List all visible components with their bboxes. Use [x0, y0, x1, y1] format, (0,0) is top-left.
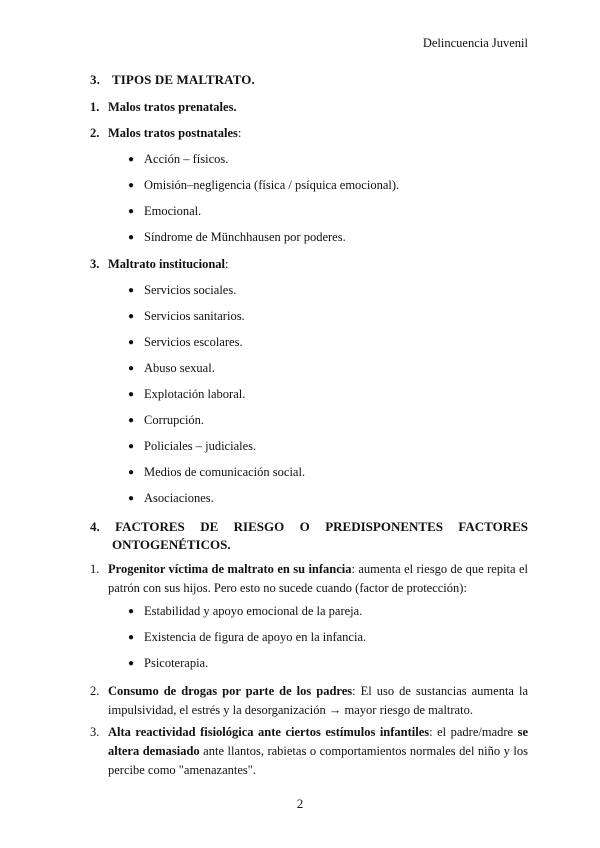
- bullet-icon: ●: [128, 363, 135, 374]
- numbered-paragraph: 3. Alta reactividad fisiológica ante ciertos estímulos infantiles: el padre/madre se altera demasiado ante llantos, rabietas o comportamientos normales del niño y los percibe como "amenazantes".: [90, 725, 528, 777]
- bullet-icon: ●: [128, 206, 135, 217]
- numbered-paragraph: 1. Progenitor víctima de maltrato en su infancia: aumenta el riesgo de que repita el patrón con sus hijos. Pero esto no sucede cuando (factor de protección):: [90, 562, 528, 595]
- bullet-item: ● Síndrome de Münchhausen por poderes.: [128, 230, 346, 244]
- bullet-item: ● Servicios sanitarios.: [128, 309, 245, 323]
- bullet-icon: ●: [128, 311, 135, 322]
- bullet-icon: ●: [128, 493, 135, 504]
- bullet-icon: ●: [128, 180, 135, 191]
- bullet-icon: ●: [128, 389, 135, 400]
- running-header: Delincuencia Juvenil: [422, 36, 528, 50]
- bullet-icon: ●: [128, 632, 135, 643]
- bullet-icon: ●: [128, 337, 135, 348]
- bullet-item: ● Existencia de figura de apoyo en la infancia.: [128, 630, 367, 644]
- bullet-item: ● Policiales – judiciales.: [128, 439, 257, 453]
- section-3-title: 3. TIPOS DE MALTRATO.: [90, 72, 255, 87]
- bullet-icon: ●: [128, 154, 135, 165]
- bullet-icon: ●: [128, 285, 135, 296]
- bullet-item: ● Asociaciones.: [128, 491, 214, 505]
- list-item: 3. Maltrato institucional:: [90, 257, 229, 271]
- bullet-icon: ●: [128, 658, 135, 669]
- bullet-item: ● Emocional.: [128, 204, 202, 218]
- bullet-item: ● Servicios escolares.: [128, 335, 243, 349]
- bullet-item: ● Abuso sexual.: [128, 361, 215, 375]
- bullet-item: ● Corrupción.: [128, 413, 205, 427]
- bullet-item: ● Servicios sociales.: [128, 283, 237, 297]
- bullet-icon: ●: [128, 467, 135, 478]
- bullet-icon: ●: [128, 606, 135, 617]
- numbered-paragraph: 2. Consumo de drogas por parte de los padres: El uso de sustancias aumenta la impulsividad, el estrés y la desorganización → mayor riesgo de maltrato.: [90, 684, 528, 717]
- bullet-icon: ●: [128, 415, 135, 426]
- bullet-item: ● Medios de comunicación social.: [128, 465, 306, 479]
- bullet-item: ● Acción – físicos.: [128, 152, 229, 166]
- page-number: 2: [296, 796, 304, 811]
- bullet-item: ● Psicoterapia.: [128, 656, 209, 670]
- section-4-title: 4. FACTORES DE RIESGO O PREDISPONENTES FACTORES ONTOGENÉTICOS.: [90, 519, 528, 552]
- bullet-item: ● Estabilidad y apoyo emocional de la pareja.: [128, 604, 363, 618]
- list-item: 1. Malos tratos prenatales.: [90, 100, 237, 114]
- bullet-item: ● Explotación laboral.: [128, 387, 246, 401]
- list-item: 2. Malos tratos postnatales:: [90, 126, 242, 140]
- bullet-icon: ●: [128, 232, 135, 243]
- bullet-item: ● Omisión–negligencia (física / psíquica emocional).: [128, 178, 400, 192]
- bullet-icon: ●: [128, 441, 135, 452]
